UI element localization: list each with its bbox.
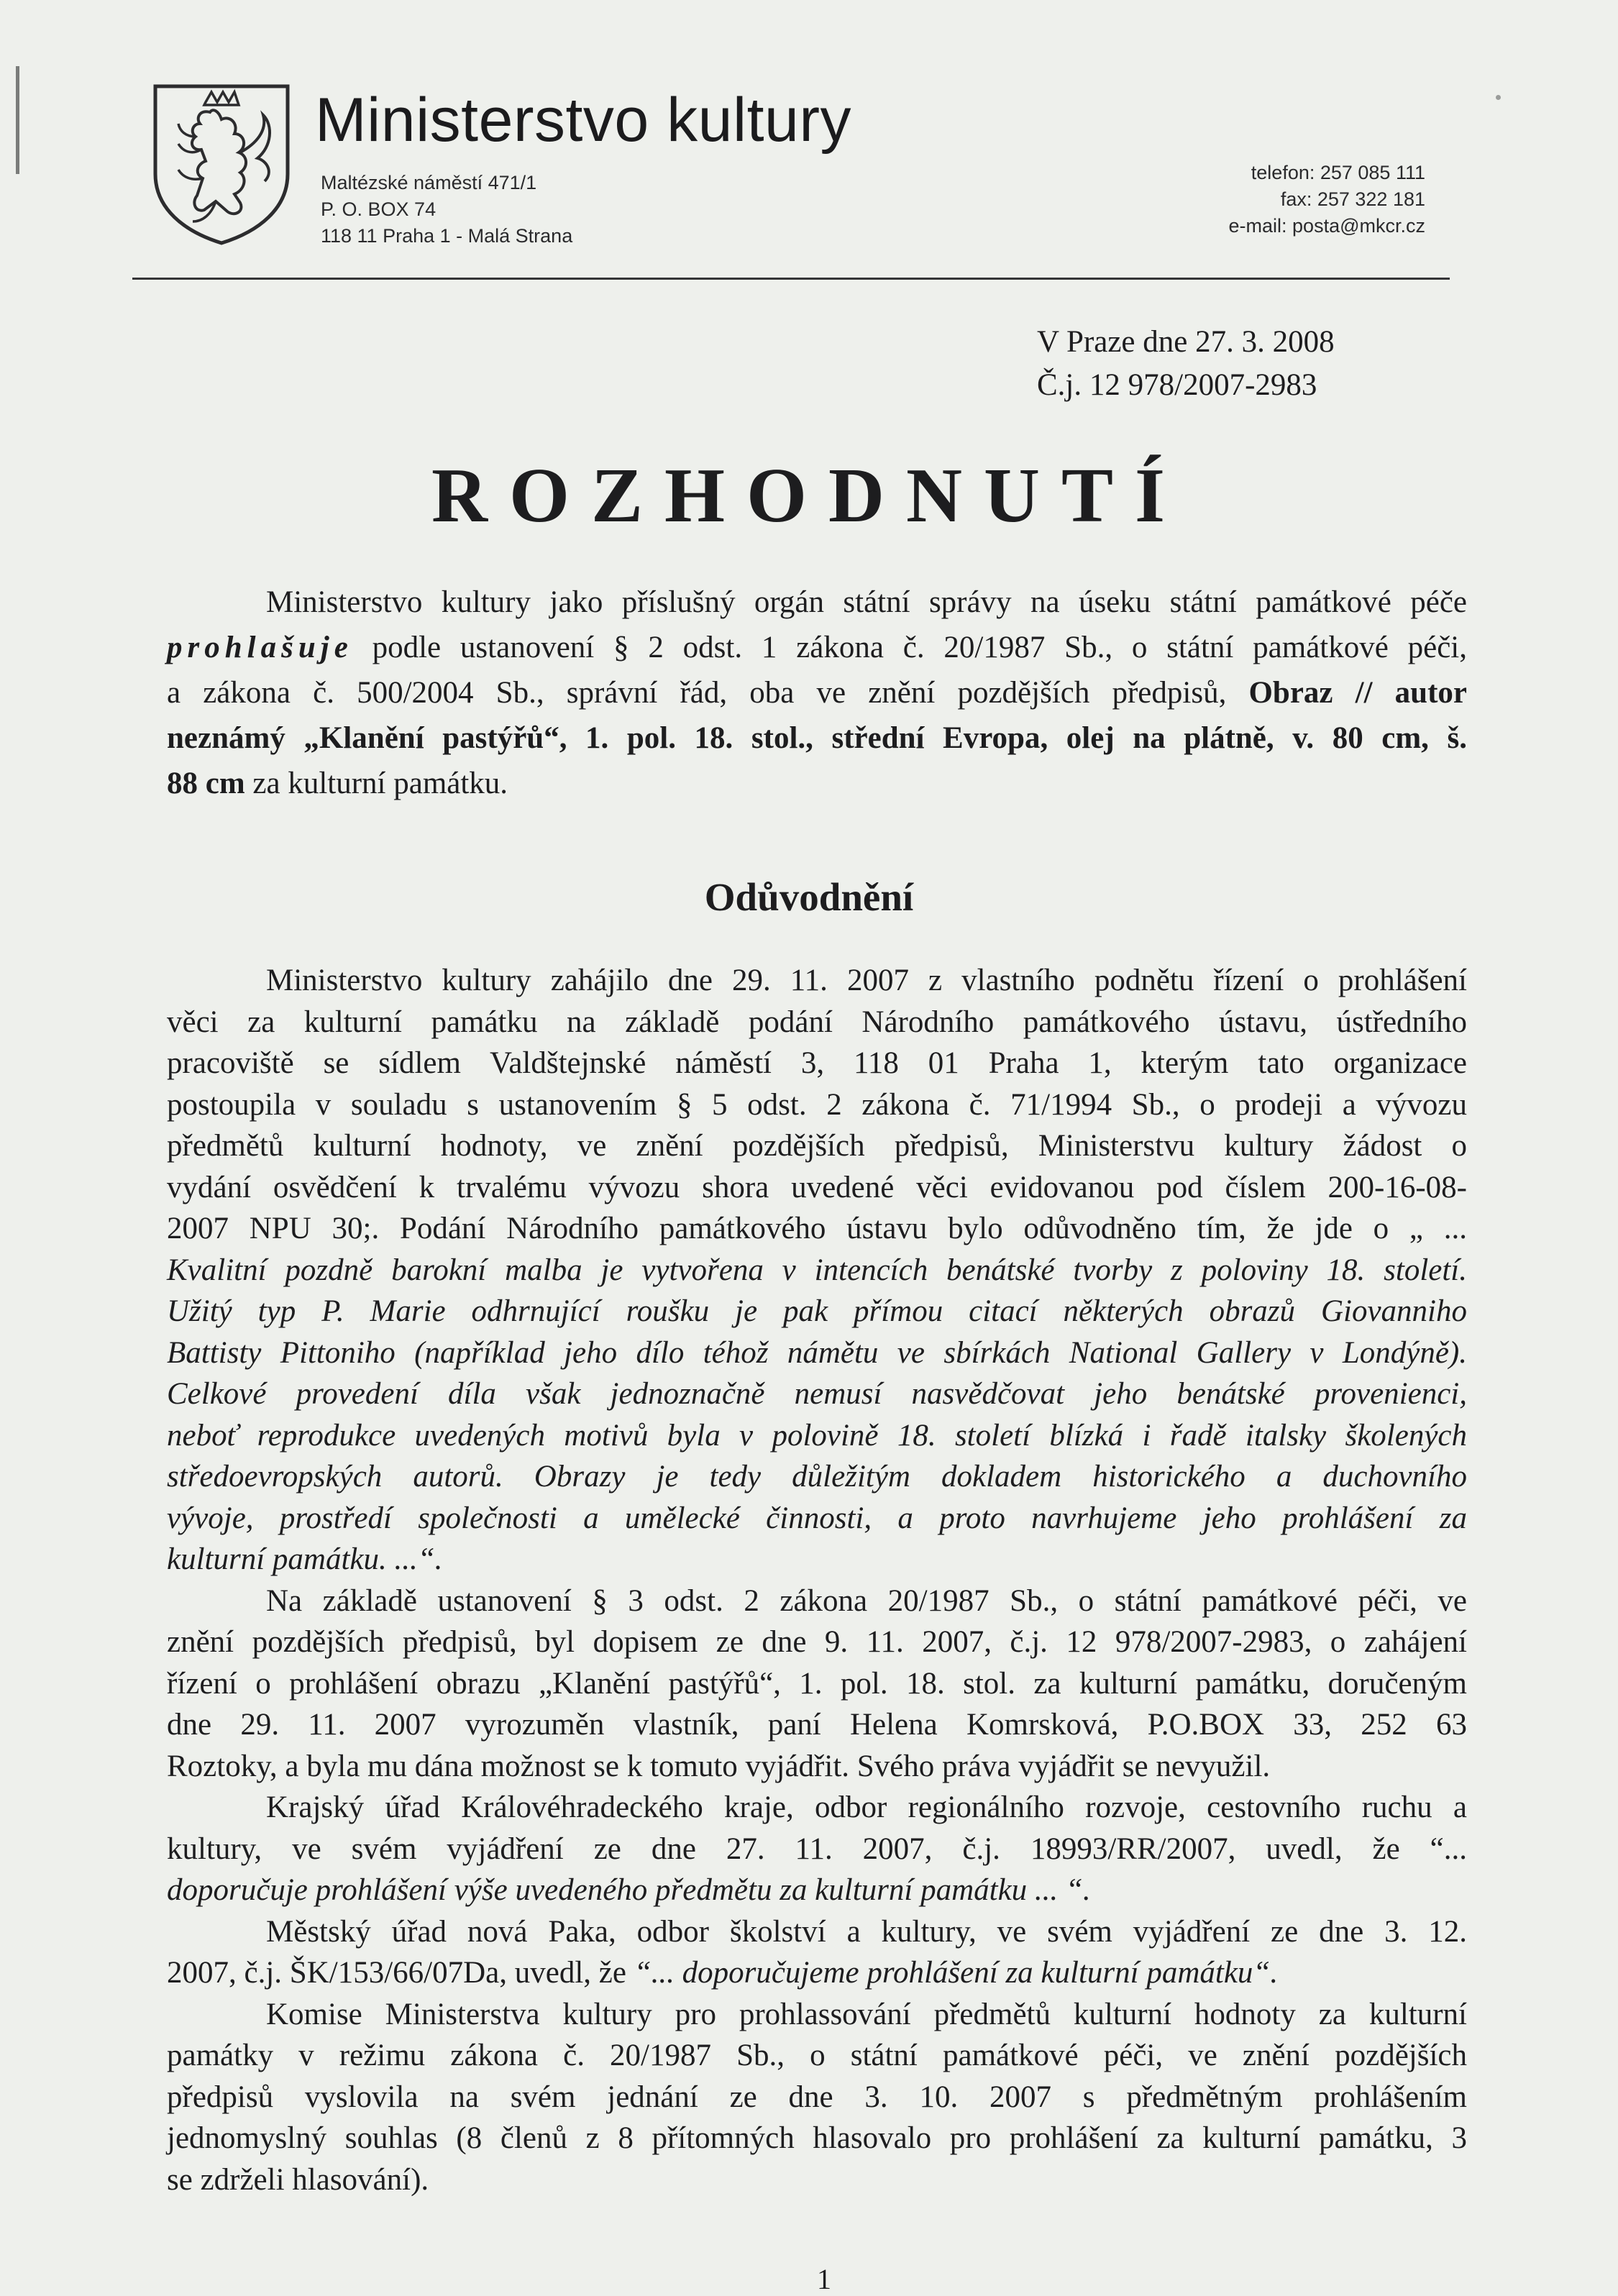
object-description: neznámý „Klanění pastýřů“, 1. pol. 18. stol., střední Evropa, olej na plátně, v. 80 cm, š. — [167, 721, 1467, 755]
text-line: řízení o prohlášení obrazu „Klanění pastýřů“, 1. pol. 18. stol. za kulturní památku, doručeným — [167, 1666, 1467, 1701]
address-line: P. O. BOX 74 — [321, 198, 437, 220]
coat-of-arms-logo — [150, 81, 293, 247]
contact-fax: fax: 257 322 181 — [1280, 188, 1425, 210]
text-line: pracoviště se sídlem Valdštejnské náměstí 3, 118 01 Praha 1, kterým tato organizace — [167, 1046, 1467, 1080]
quote-line: neboť reprodukce uvedených motivů byla v polovině 18. století blízká i řadě italsky školených — [167, 1418, 1467, 1453]
quote-line: Užitý typ P. Marie odhrnující roušku je pak přímou citací některých obrazů Giovanniho — [167, 1294, 1467, 1328]
text-line: znění pozdějších předpisů, byl dopisem ze dne 9. 11. 2007, č.j. 12 978/2007-2983, o zahájení — [167, 1625, 1467, 1659]
address-line: 118 11 Praha 1 - Malá Strana — [321, 225, 573, 247]
text-line: věci za kulturní památku na základě podání Národního památkového ústavu, ústředního — [167, 1005, 1467, 1039]
decision-line: 88 cm za kulturní památku. — [167, 767, 508, 800]
object-size: 88 cm — [167, 767, 245, 800]
header-rule — [132, 278, 1450, 280]
document-title: ROZHODNUTÍ — [431, 453, 1187, 539]
text-line: se zdrželi hlasování). — [167, 2162, 429, 2197]
ministry-contacts — [1229, 160, 1425, 239]
ministry-name: Ministerstvo kultury — [315, 86, 851, 155]
text-line: Městský úřad nová Paka, odbor školství a kultury, ve svém vyjádření ze dne 3. 12. — [266, 1914, 1467, 1949]
text-line: Na základě ustanovení § 3 odst. 2 zákona 20/1987 Sb., o státní památkové péči, ve — [266, 1583, 1467, 1618]
quote-line: Celkové provedení díla však jednoznačně nemusí nasvědčovat jeho benátské provenienci, — [167, 1377, 1467, 1411]
object-name: Obraz // autor — [1248, 676, 1467, 710]
address-line: Maltézské náměstí 471/1 — [321, 172, 537, 193]
quote-line: Battisty Pittoniho (například jeho dílo téhož námětu ve sbírkách National Gallery v Londýně). — [167, 1335, 1467, 1370]
contact-email: e-mail: posta@mkcr.cz — [1228, 215, 1425, 237]
text-line: jednomyslný souhlas (8 členů z 8 přítomných hlasovalo pro prohlášení za kulturní památku, 3 — [167, 2121, 1467, 2155]
reference-number: Č.j. 12 978/2007-2983 — [1037, 368, 1317, 402]
text-line: Roztoky, a byla mu dána možnost se k tomuto vyjádřit. Svého práva vyjádřit se nevyužil. — [167, 1749, 1271, 1783]
decision-line: Ministerstvo kultury jako příslušný orgán státní správy na úseku státní památkové péče — [266, 585, 1467, 619]
document-date: V Praze dne 27. 3. 2008 — [1037, 325, 1335, 359]
contact-phone: telefon: 257 085 111 — [1251, 162, 1425, 183]
binder-mark — [16, 66, 19, 174]
declaration-verb: prohlašuje — [167, 631, 353, 664]
date-and-reference — [1037, 321, 1335, 407]
text-line: postoupila v souladu s ustanovením § 5 odst. 2 zákona č. 71/1994 Sb., o prodeji a vývozu — [167, 1087, 1467, 1122]
section-heading: Odůvodnění — [704, 875, 914, 919]
quote-line: Kvalitní pozdně barokní malba je vytvořena v intencích benátské tvorby z poloviny 18. století. — [167, 1253, 1467, 1287]
text-line: Krajský úřad Královéhradeckého kraje, odbor regionálního rozvoje, cestovního ruchu a — [266, 1790, 1467, 1824]
quote-line: kulturní památku. ...“. — [167, 1542, 443, 1576]
decision-line: prohlašuje podle ustanovení § 2 odst. 1 zákona č. 20/1987 Sb., o státní památkové péči, — [167, 631, 1467, 664]
text-line: 2007, č.j. ŠK/153/66/07Da, uvedl, že “... doporučujeme prohlášení za kulturní památku“. — [167, 1956, 1279, 1990]
text-line: 2007 NPU 30;. Podání Národního památkového ústavu bylo odůvodněno tím, že jde o „ ... — [167, 1212, 1467, 1245]
text-line: předmětů kulturní hodnoty, ve znění pozdějších předpisů, Ministerstvu kultury žádost o — [167, 1129, 1467, 1163]
decision-paragraph — [167, 580, 1467, 806]
reasoning-text — [167, 960, 1467, 2200]
text-line: Komise Ministerstva kultury pro prohlassování předmětů kulturní hodnoty za kulturní — [266, 1997, 1467, 2031]
quote-inline: “... doporučujeme prohlášení za kulturní památku“. — [626, 1956, 1279, 1990]
text-line: Ministerstvo kultury zahájilo dne 29. 11. 2007 z vlastního podnětu řízení o prohlášení — [266, 964, 1467, 997]
text-line: předpisů vyslovila na svém jednání ze dne 3. 10. 2007 s předmětným prohlášením — [167, 2080, 1467, 2114]
decision-line — [167, 715, 1467, 761]
quote-line: vývoje, prostředí společnosti a umělecké činnosti, a proto navrhujeme jeho prohlášení za — [167, 1501, 1467, 1535]
paper-speck — [1496, 95, 1501, 100]
quote-line: doporučuje prohlášení výše uvedeného předmětu za kulturní památku ... “. — [167, 1873, 1091, 1907]
decision-line: a zákona č. 500/2004 Sb., správní řád, oba ve znění pozdějších předpisů, Obraz // autor — [167, 676, 1467, 710]
ministry-address — [321, 170, 572, 250]
text-line: kultury, ve svém vyjádření ze dne 27. 11. 2007, č.j. 18993/RR/2007, uvedl, že “... — [167, 1831, 1467, 1866]
text-line: vydání osvědčení k trvalému vývozu shora uvedené věci evidovanou pod číslem 200-16-08- — [167, 1170, 1467, 1204]
quote-line: středoevropských autorů. Obrazy je tedy důležitým dokladem historického a duchovního — [167, 1460, 1467, 1494]
page-number: 1 — [817, 2263, 831, 2295]
text-line: dne 29. 11. 2007 vyrozuměn vlastník, paní Helena Komrsková, P.O.BOX 33, 252 63 — [167, 1708, 1467, 1742]
text-line: památky v režimu zákona č. 20/1987 Sb., o státní památkové péči, ve znění pozdějších — [167, 2039, 1467, 2072]
